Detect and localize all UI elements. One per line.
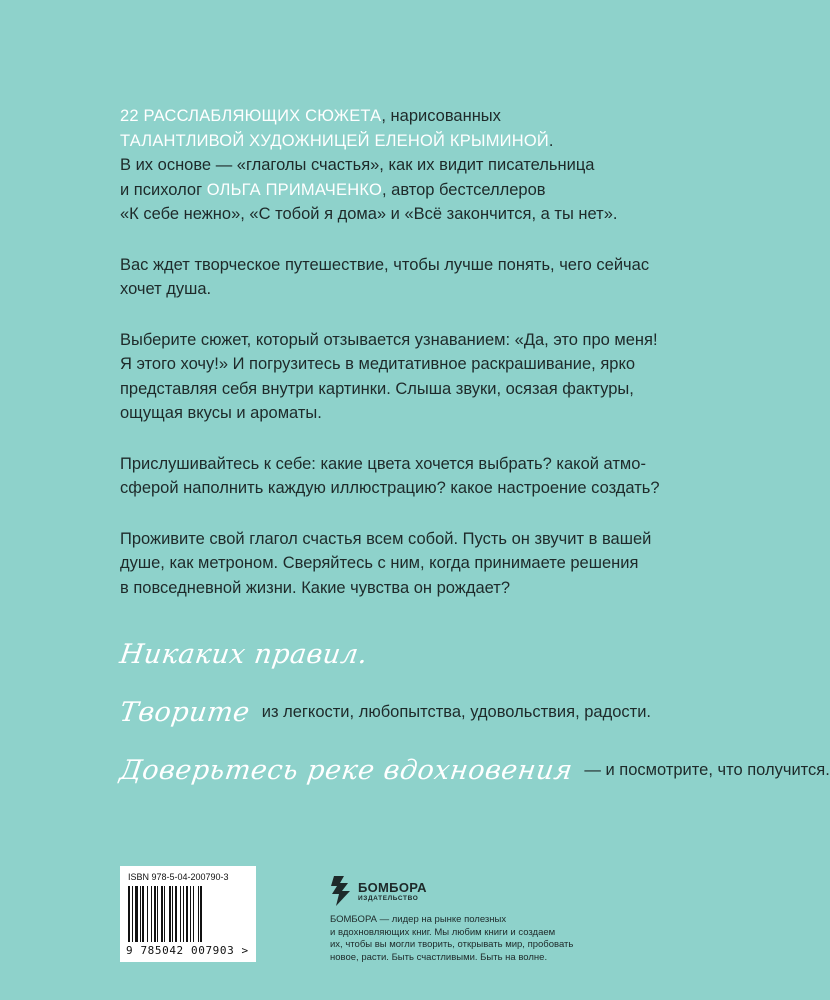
barcode-bar	[198, 886, 199, 942]
bombora-logo-icon	[330, 874, 352, 908]
paragraph-live: Проживите свой глагол счастья всем собой. Пусть он звучит в вашей душе, как метроном. Сверяйтесь с ним, когда принимаете решения в повседневной жизни. Какие чувства он рождает?	[120, 529, 652, 597]
script-line: Никаких правил.	[117, 639, 370, 670]
barcode	[120, 866, 256, 962]
intro-paragraph: 22 РАССЛАБЛЯЮЩИХ СЮЖЕТА, нарисованных ТАЛАНТЛИВОЙ ХУДОЖНИЦЕЙ ЕЛЕНОЙ КРЫМИНОЙ. В их основе — «глаголы счастья», как их видит писательница и психолог ОЛЬГА ПРИМАЧЕНКО, автор бестселлеров «К себе нежно», «С тобой я дома» и «Всё закончится, а ты нет».	[120, 107, 618, 223]
barcode-bar	[132, 886, 133, 942]
barcode-bar	[186, 886, 188, 942]
barcode-bar	[142, 886, 144, 942]
barcode-bar	[135, 886, 138, 942]
barcode-bar	[140, 886, 141, 942]
barcode-bar	[169, 886, 171, 942]
paragraph-choose: Выберите сюжет, который отзывается узнаванием: «Да, это про меня! Я этого хочу!» И погрузитесь в медитативное раскрашивание, ярко представляя себя внутри картинки. Слыша звуки, осязая фактуры, ощущая вкусы и ароматы.	[120, 330, 658, 422]
publisher-logo	[330, 874, 660, 908]
paragraph-listen: Прислушивайтесь к себе: какие цвета хочется выбрать? какой атмо- сферой наполнить каждую иллюстрацию? какое настроение создать?	[120, 454, 660, 497]
barcode-bar	[161, 886, 163, 942]
barcode-bar	[128, 886, 130, 942]
publisher-name: БОМБОРА	[358, 880, 427, 895]
barcode-bar	[157, 886, 158, 942]
publisher-description: БОМБОРА — лидер на рынке полезных и вдохновляющих книг. Мы любим книги и создаем их, чтобы вы могли творить, открывать мир, пробовать новое, расти. Быть счастливыми. Быть на волне.	[330, 914, 574, 963]
barcode-bar	[193, 886, 194, 942]
publisher-block	[330, 874, 660, 964]
barcode-digits: 9 785042 007903 >	[126, 944, 249, 957]
barcode-bar	[151, 886, 152, 942]
barcode-bar	[200, 886, 202, 942]
script-line: Творите из легкости, любопытства, удовольствия, радости.	[117, 697, 652, 728]
barcode-bar	[175, 886, 177, 942]
isbn-label: ISBN 978-5-04-200790-3	[128, 872, 229, 882]
barcode-bar	[180, 886, 181, 942]
barcode-bars	[128, 886, 248, 942]
barcode-bar	[183, 886, 184, 942]
barcode-bar	[154, 886, 156, 942]
highlight-artist: ТАЛАНТЛИВОЙ ХУДОЖНИЦЕЙ ЕЛЕНОЙ КРЫМИНОЙ	[120, 131, 549, 150]
script-lettering	[117, 620, 830, 794]
back-cover-text	[120, 104, 680, 626]
highlight-author: ОЛЬГА ПРИМАЧЕНКО	[206, 180, 382, 199]
highlight-scenes: 22 РАССЛАБЛЯЮЩИХ СЮЖЕТА	[120, 107, 382, 125]
paragraph-journey: Вас ждет творческое путешествие, чтобы лучше понять, чего сейчас хочет душа.	[120, 255, 650, 298]
barcode-bar	[164, 886, 165, 942]
barcode-bar	[190, 886, 191, 942]
barcode-bar	[147, 886, 148, 942]
script-line: Доверьтесь реке вдохновения — и посмотрите, что получится.	[117, 755, 830, 786]
publisher-subtitle: ИЗДАТЕЛЬСТВО	[358, 895, 419, 902]
barcode-bar	[172, 886, 173, 942]
